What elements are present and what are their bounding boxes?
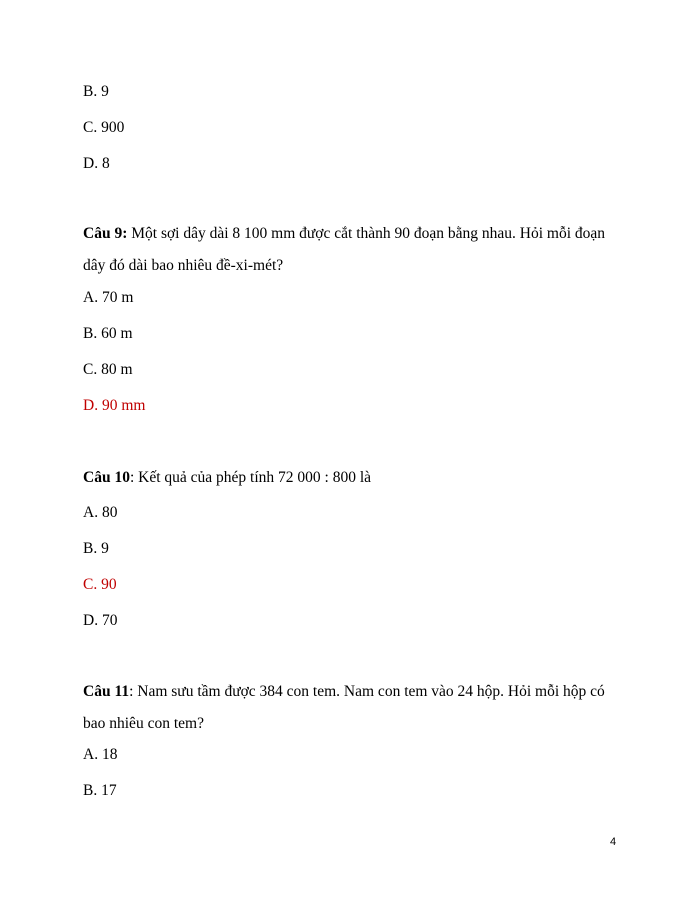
q10-option-c-answer: C. 90 [83,576,117,593]
prev-option-d: D. 8 [83,155,110,172]
q9-option-b: B. 60 m [83,325,133,342]
question-11-text: : Nam sưu tầm được 384 con tem. Nam con tem vào 24 hộp. Hỏi mỗi hộp có bao nhiêu con tem? [83,683,605,732]
page-number: 4 [610,836,617,848]
q9-option-d-answer: D. 90 mm [83,397,146,414]
q11-option-b: B. 17 [83,782,117,799]
q11-option-a: A. 18 [83,746,118,763]
prev-option-b: B. 9 [83,83,109,100]
prev-option-c: C. 900 [83,119,125,136]
q9-option-c: C. 80 m [83,361,133,378]
question-9-text: Một sợi dây dài 8 100 mm được cắt thành 90 đoạn bằng nhau. Hỏi mỗi đoạn dây đó dài bao nhiêu đề-xi-mét? [83,225,606,274]
q10-option-a: A. 80 [83,504,118,521]
question-10-label: Câu 10 [83,469,130,486]
question-11-label: Câu 11 [83,683,130,700]
q9-option-a: A. 70 m [83,289,134,306]
question-9 [83,218,623,282]
q10-option-b: B. 9 [83,540,109,557]
question-10 [83,469,371,487]
question-11 [83,676,623,740]
q10-option-d: D. 70 [83,612,118,629]
question-10-text: : Kết quả của phép tính 72 000 : 800 là [129,469,372,486]
question-9-label: Câu 9: [83,225,128,242]
